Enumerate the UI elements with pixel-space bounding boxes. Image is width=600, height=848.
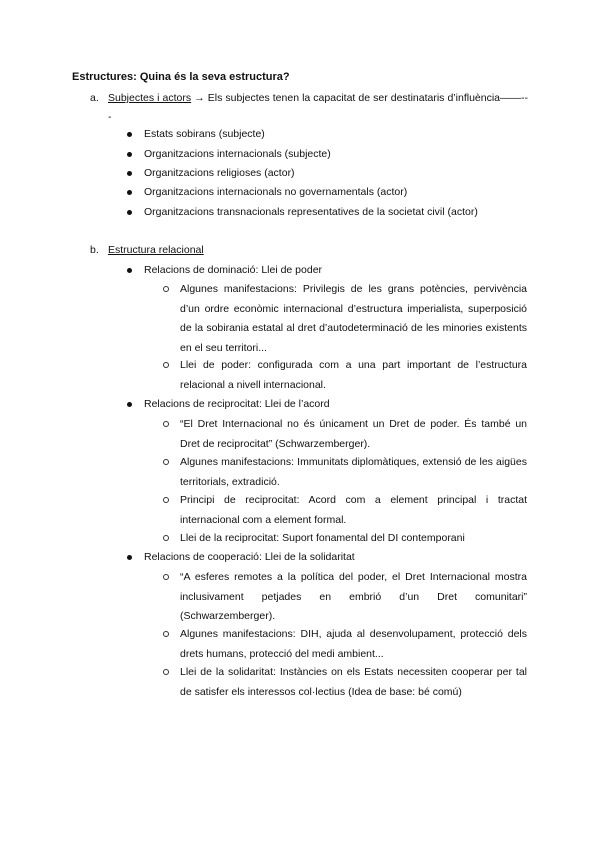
group-reciprocitat: Relacions de reciprocitat: Llei de l’acord — [127, 395, 527, 415]
circle-bullet-icon — [163, 459, 169, 465]
section-b-heading: Estructura relacional — [108, 244, 204, 256]
circle-bullet-icon — [163, 421, 169, 427]
group-dominacio: Relacions de dominació: Llei de poder — [127, 261, 527, 281]
list-item: Organitzacions religioses (actor) — [127, 164, 527, 184]
circle-bullet-icon — [163, 669, 169, 675]
page-title: Estructures: Quina és la seva estructura? — [72, 71, 290, 83]
section-a-heading: Subjectes i actors — [108, 92, 192, 104]
list-item: Estats sobirans (subjecte) — [127, 125, 527, 145]
list-item: Organitzacions transnacionals representatives de la societat civil (actor) — [127, 203, 527, 223]
sub-list-item: Llei de la reciprocitat: Suport fonamental del DI contemporani — [163, 529, 527, 549]
bullet-icon — [127, 132, 132, 137]
bullet-icon — [127, 152, 132, 157]
list-item: Organitzacions internacionals no governamentals (actor) — [127, 183, 527, 203]
circle-bullet-icon — [163, 497, 169, 503]
circle-bullet-icon — [163, 535, 169, 541]
sub-list-item: Algunes manifestacions: Privilegis de les grans potències, pervivència d’un ordre econòmic internacional d’estructura imperialista, superposició de la sobirania estatal al dret d’autodeterminació de les minories existents en el seu territori... — [163, 280, 527, 358]
section-b — [90, 241, 528, 260]
bullet-icon — [127, 190, 132, 195]
bullet-icon — [127, 555, 132, 560]
sub-list-item: Algunes manifestacions: DIH, ajuda al desenvolupament, protecció dels drets humans, protecció del medi ambient... — [163, 625, 527, 664]
group-cooperacio: Relacions de cooperació: Llei de la solidaritat — [127, 548, 527, 568]
sub-list-item: “A esferes remotes a la política del poder, el Dret Internacional mostra inclusivament petjades en embrió d’un Dret comunitari” (Schwarzemberger). — [163, 568, 527, 627]
list-item: Organitzacions internacionals (subjecte) — [127, 145, 527, 165]
sub-list-item: “El Dret Internacional no és únicament un Dret de poder. És també un Dret de reciprocitat” (Schwarzemberger). — [163, 415, 527, 454]
circle-bullet-icon — [163, 631, 169, 637]
bullet-icon — [127, 268, 132, 273]
section-b-marker: b. — [90, 244, 99, 256]
sub-list-item: Principi de reciprocitat: Acord com a element principal i tractat internacional com a element formal. — [163, 491, 527, 530]
circle-bullet-icon — [163, 574, 169, 580]
bullet-icon — [127, 171, 132, 176]
sub-list-item: Llei de poder: configurada com a una part important de l’estructura relacional a nivell internacional. — [163, 356, 527, 395]
sub-list-item: Llei de la solidaritat: Instàncies on els Estats necessiten cooperar per tal de satisfer els interessos col·lectius (Idea de base: bé comú) — [163, 663, 527, 702]
bullet-icon — [127, 210, 132, 215]
arrow-icon: → — [194, 92, 205, 104]
sub-list-item: Algunes manifestacions: Immunitats diplomàtiques, extensió de les aigües territorials, extradició. — [163, 453, 527, 492]
circle-bullet-icon — [163, 362, 169, 368]
bullet-icon — [127, 402, 132, 407]
section-a-text: Els subjectes tenen la capacitat de ser destinataris d’influència——--- — [108, 92, 529, 123]
section-a-marker: a. — [90, 92, 99, 104]
section-a — [90, 89, 528, 127]
circle-bullet-icon — [163, 286, 169, 292]
